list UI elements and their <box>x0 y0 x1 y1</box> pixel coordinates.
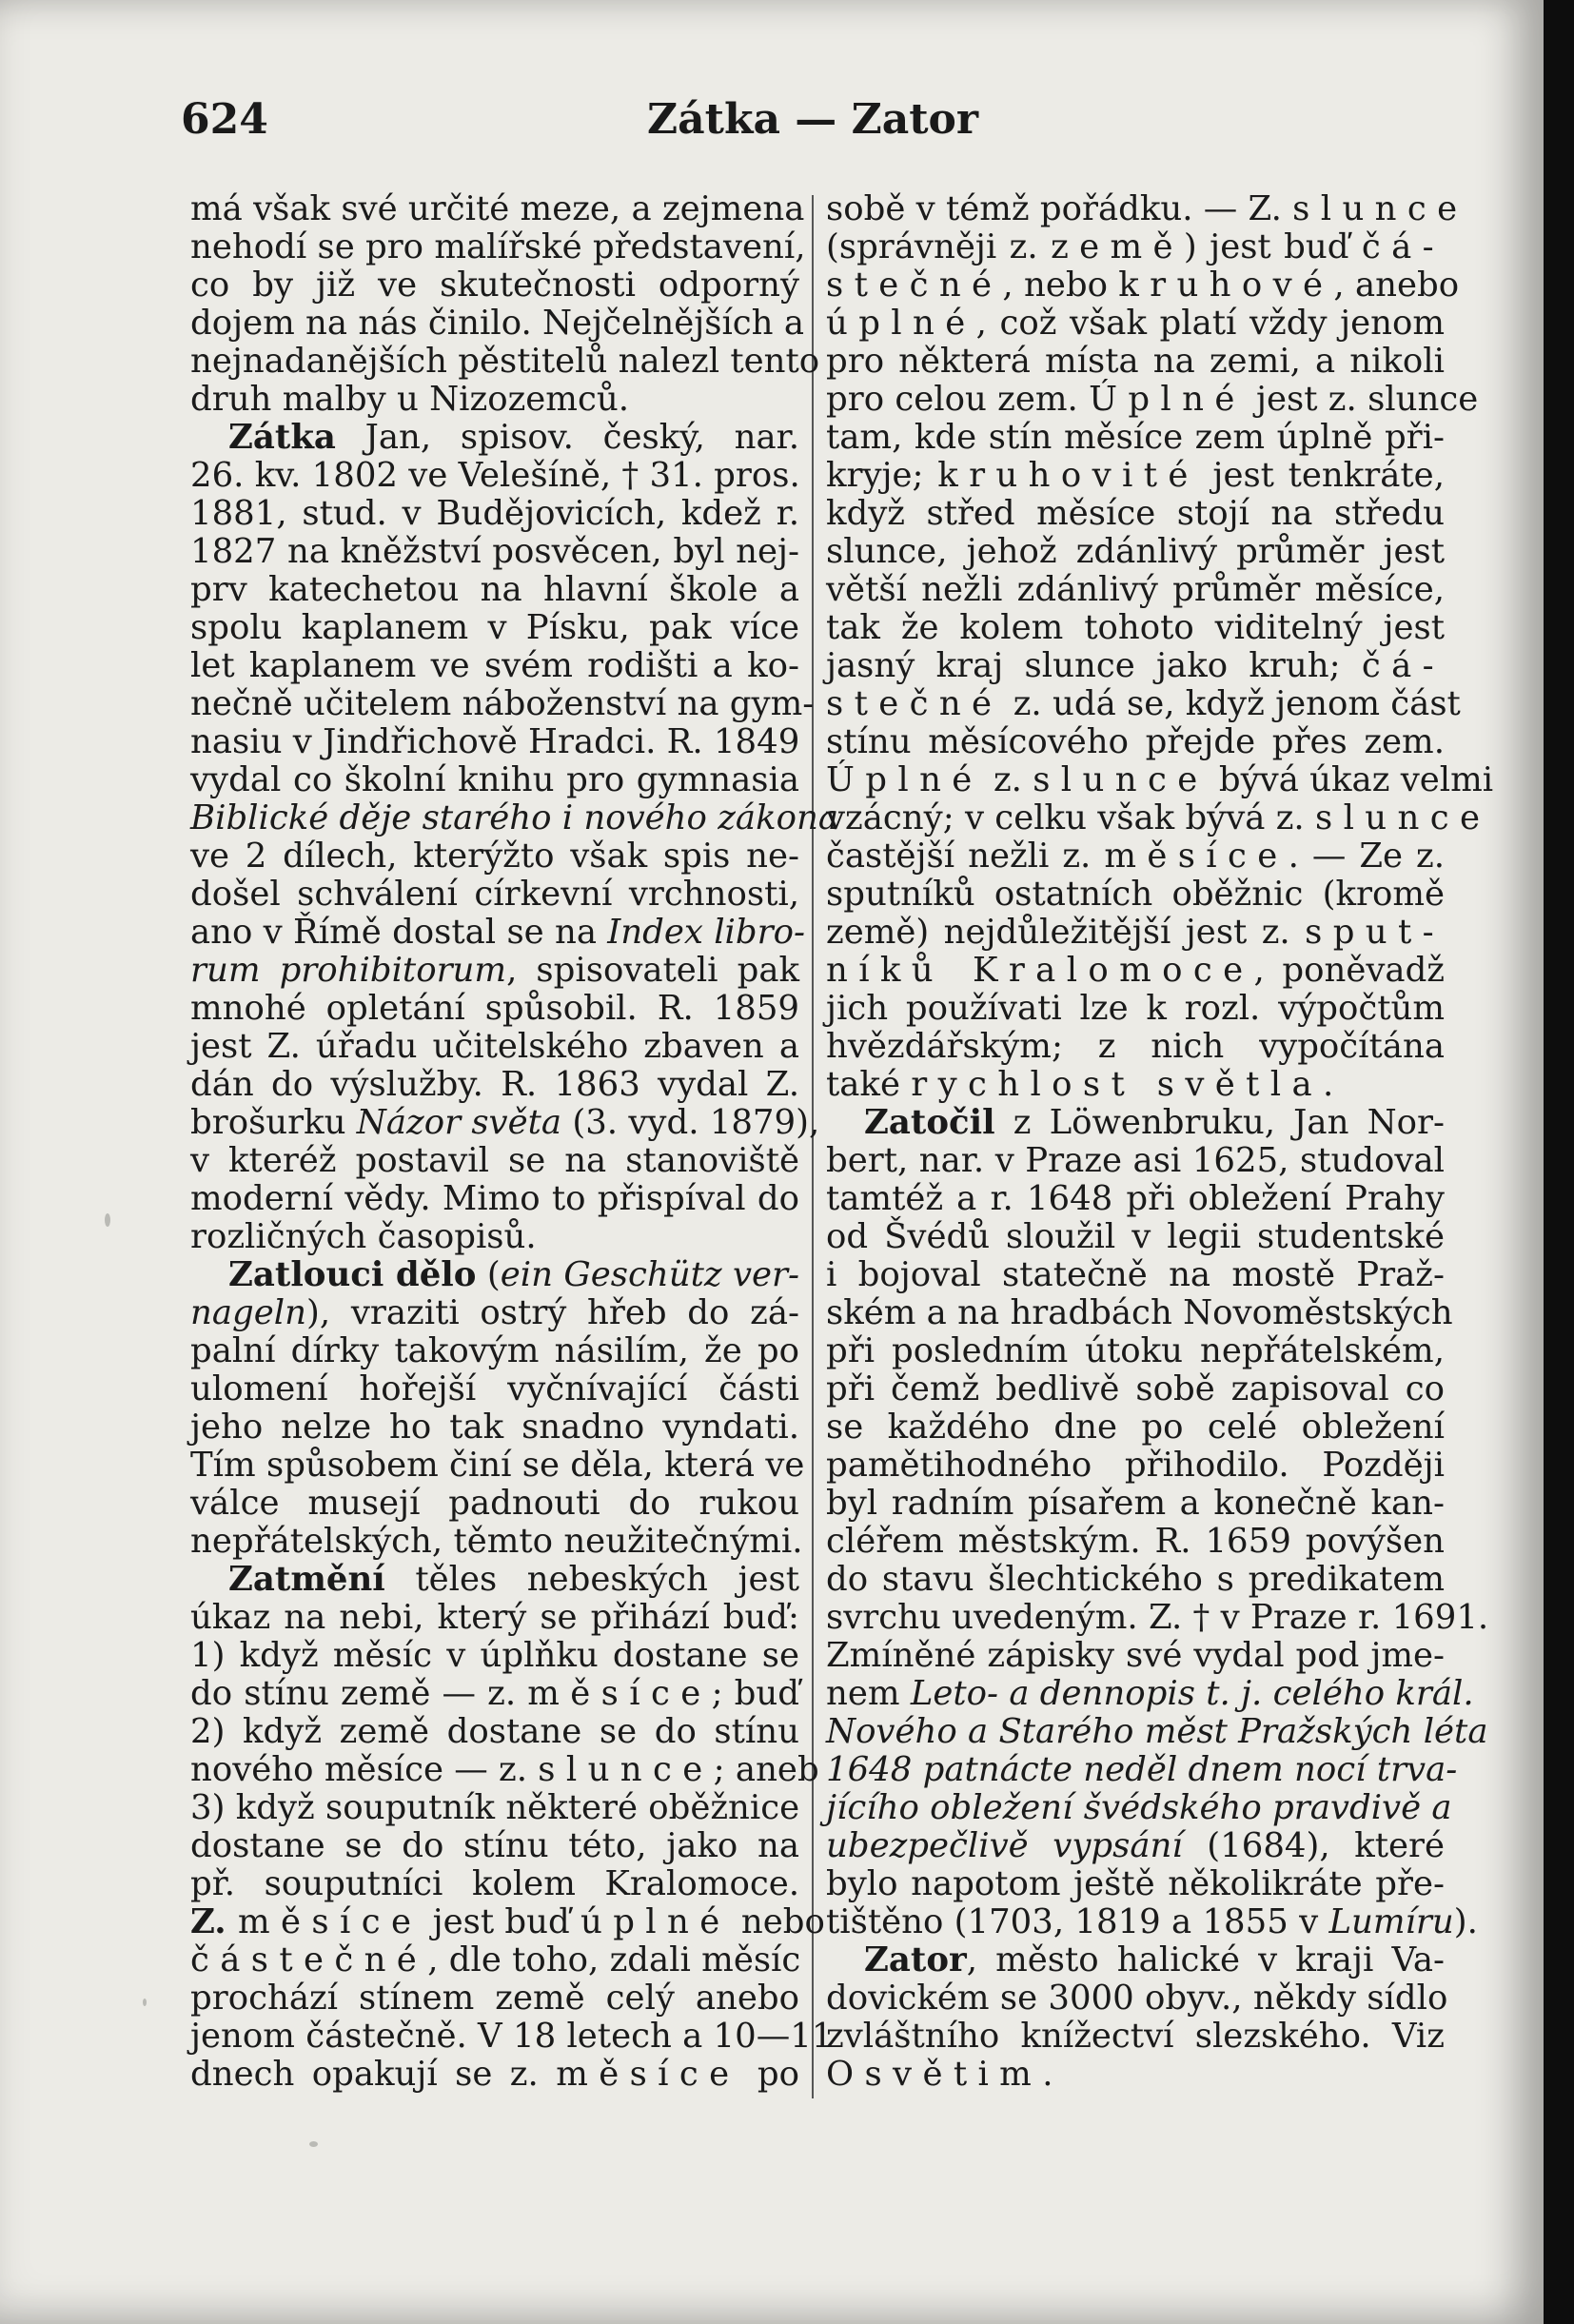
scan-speck <box>105 1213 110 1227</box>
text-line: úkaz na nebi, který se přihází buď: <box>190 1598 799 1637</box>
text-line: hvězdářským; z nich vypočítána <box>826 1027 1445 1066</box>
text-line: let kaplanem ve svém rodišti a ko- <box>190 646 799 685</box>
text-line: ano v Římě dostal se na Index libro- <box>190 913 805 952</box>
text-line: tak že kolem tohoto viditelný jest <box>826 608 1445 647</box>
text-line: jenom částečně. V 18 letech a 10—11 <box>190 2017 834 2056</box>
headword: Zatočil <box>864 1103 995 1142</box>
text-line: stečné z. udá se, když jenom část <box>826 684 1461 723</box>
headword: Zatmění <box>228 1560 385 1599</box>
running-head: Zátka — Zator <box>647 95 979 144</box>
text-line: prv katechetou na hlavní škole a <box>190 570 799 609</box>
text-line: při čemž bedlivě sobě zapisoval co <box>826 1369 1445 1408</box>
entry-zatka: Zátka Jan, spisov. český, nar. <box>228 418 799 457</box>
text-line: když střed měsíce stojí na středu <box>826 494 1445 533</box>
text-line: nasiu v Jindřichově Hradci. R. 1849 <box>190 722 800 761</box>
text-line: došel schválení církevní vrchnosti, <box>190 875 799 914</box>
text-line: nejnadanějších pěstitelů nalezl tento <box>190 342 820 381</box>
text-line: zvláštního knížectví slezského. Viz <box>826 2017 1445 2056</box>
text-line: Zmíněné zápisky své vydal pod jme- <box>826 1636 1445 1675</box>
text-line: pamětihodného přihodilo. Později <box>826 1446 1445 1485</box>
text-line: př. souputníci kolem Kralomoce. <box>190 1864 799 1903</box>
text-line: svrchu uvedeným. Z. † v Praze r. 1691. <box>826 1598 1489 1637</box>
text-line <box>190 798 838 837</box>
text-line: druh malby u Nizozemců. <box>190 380 629 419</box>
text-line: 1648 patnácte neděl dnem nocí trva- <box>826 1750 1458 1789</box>
text-line: brošurku Názor světa (3. vyd. 1879), <box>190 1103 820 1142</box>
text-line: prochází stínem země celý anebo <box>190 1979 799 2018</box>
text-line: bylo napotom ještě několikráte pře- <box>826 1864 1445 1903</box>
text-line: byl radním písařem a konečně kan- <box>826 1484 1445 1523</box>
text-line: mnohé opletání spůsobil. R. 1859 <box>190 989 799 1028</box>
text-line: pro celou zem. Úplné jest z. slunce <box>826 380 1479 419</box>
text-line: jeho nelze ho tak snadno vyndati. <box>190 1408 799 1447</box>
text-line: kryje; kruhovité jest tenkráte, <box>826 456 1445 495</box>
text-line: jasný kraj slunce jako kruh; čá- <box>826 646 1445 685</box>
text-line: jich používati lze k rozl. výpočtům <box>826 989 1445 1028</box>
right-column <box>826 189 1494 2094</box>
text-line: nepřátelských, těmto neužitečnými. <box>190 1522 803 1561</box>
text-line: slunce, jehož zdánlivý průměr jest <box>826 532 1445 571</box>
text-line: válce musejí padnouti do rukou <box>190 1484 799 1523</box>
text-line: do stínu země — z. měsíce; buď <box>190 1674 799 1713</box>
text-line: jícího obležení švédského pravdivě a <box>826 1788 1452 1827</box>
text-line: 1827 na kněžství posvěcen, byl nej- <box>190 532 799 571</box>
text-line: tam, kde stín měsíce zem úplně při- <box>826 418 1445 457</box>
text-line: častější nežli z. měsíce. — Ze z. <box>826 837 1445 876</box>
text-line: má však své určité meze, a zejmena <box>190 189 805 228</box>
text-line: nageln), vraziti ostrý hřeb do zá- <box>190 1293 799 1332</box>
text-line: dovickém se 3000 obyv., někdy sídlo <box>826 1979 1448 2018</box>
text-line: stečné, nebo kruhové, anebo <box>826 266 1460 305</box>
text-line: 3) když souputník některé oběžnice <box>190 1788 800 1827</box>
text-line: tištěno (1703, 1819 a 1855 v Lumíru). <box>826 1902 1478 1941</box>
text-line: nečně učitelem náboženství na gym- <box>190 684 815 723</box>
text-line: Tím spůsobem činí se děla, která ve <box>190 1446 805 1485</box>
left-column <box>190 189 838 2094</box>
page-header <box>0 95 1544 162</box>
text-line: 2) když země dostane se do stínu <box>190 1712 799 1751</box>
text-line: také rychlost světla. <box>826 1065 1334 1104</box>
text-line: spolu kaplanem v Písku, pak více <box>190 608 799 647</box>
text-line: 1881, stud. v Budějovicích, kdež r. <box>190 494 799 533</box>
text-line: sobě v témž pořádku. — Z. slunce <box>826 189 1468 228</box>
text-line: do stavu šlechtického s predikatem <box>826 1560 1445 1599</box>
text-line: rozličných časopisů. <box>190 1217 537 1256</box>
text-line: Úplné z. slunce bývá úkaz velmi <box>826 760 1494 799</box>
text-line: ulomení hořejší vyčnívající části <box>190 1369 799 1408</box>
text-line: ve 2 dílech, kterýžto však spis ne- <box>190 837 799 876</box>
text-line: ském a na hradbách Novoměstských <box>826 1293 1453 1332</box>
text-line: palní dírky takovým násilím, že po <box>190 1331 799 1370</box>
text-line: částečné, dle toho, zdali měsíc <box>190 1940 801 1979</box>
text-line: stínu měsícového přejde přes zem. <box>826 722 1445 761</box>
book-title: Biblické děje starého i nového zákona <box>190 798 838 837</box>
text-line: se každého dne po celé obležení <box>826 1408 1445 1447</box>
text-line: moderní vědy. Mimo to přispíval do <box>190 1179 799 1218</box>
text-line: (správněji z. země) jest buď čá- <box>826 227 1445 266</box>
text-line: dán do výslužby. R. 1863 vydal Z. <box>190 1065 799 1104</box>
text-line: bert, nar. v Praze asi 1625, studoval <box>826 1141 1445 1180</box>
entry-zatocil: Zatočil z Löwenbruku, Jan Nor- <box>864 1103 1445 1142</box>
text-line: země) nejdůležitější jest z. sput- <box>826 913 1445 952</box>
text-line: i bojoval statečně na mostě Praž- <box>826 1255 1445 1294</box>
text-line: cléřem městským. R. 1659 povýšen <box>826 1522 1445 1561</box>
headword: Zator <box>864 1940 967 1979</box>
entry-zatmeni: Zatmění těles nebeských jest <box>228 1560 799 1599</box>
entry-zatlouci-delo: Zatlouci dělo (ein Geschütz ver- <box>228 1255 800 1294</box>
entry-zator: Zator, město halické v kraji Va- <box>864 1940 1445 1979</box>
page-number: 624 <box>181 95 268 144</box>
text-line: pro některá místa na zemi, a nikoli <box>826 342 1445 381</box>
text-line: vzácný; v celku však bývá z. slunce <box>826 798 1491 837</box>
headword: Zátka <box>228 418 336 457</box>
text-line: nového měsíce — z. slunce; aneb <box>190 1750 819 1789</box>
text-line: rum prohibitorum, spisovateli pak <box>190 951 799 990</box>
text-line: níků Kralomoce, poněvadž <box>826 951 1445 990</box>
text-line: nem Leto- a dennopis t. j. celého král. <box>826 1674 1474 1713</box>
text-line: od Švédů sloužil v legii studentské <box>826 1217 1445 1256</box>
text-line: jest Z. úřadu učitelského zbaven a <box>190 1027 799 1066</box>
text-line: 1) když měsíc v úplňku dostane se <box>190 1636 799 1675</box>
text-line: úplné, což však platí vždy jenom <box>826 304 1445 343</box>
text-line: nehodí se pro malířské představení, <box>190 227 806 266</box>
text-line: Z. měsíce jest buď úplné nebo <box>190 1902 825 1941</box>
text-line: Nového a Starého měst Pražských léta <box>826 1712 1488 1751</box>
text-line: dostane se do stínu této, jako na <box>190 1826 799 1865</box>
column-divider <box>812 195 814 2098</box>
headword: Zatlouci dělo <box>228 1255 477 1294</box>
text-line: co by již ve skutečnosti odporný <box>190 266 799 305</box>
text-line: sputníků ostatních oběžnic (kromě <box>826 875 1445 914</box>
scan-speck <box>143 1999 147 2006</box>
text-line: při posledním útoku nepřátelském, <box>826 1331 1445 1370</box>
text-line: Osvětim. <box>826 2055 1053 2094</box>
text-line: ubezpečlivě vypsání (1684), které <box>826 1826 1445 1865</box>
text-line: dojem na nás činilo. Nejčelnějších a <box>190 304 804 343</box>
text-line: tamtéž a r. 1648 při obležení Prahy <box>826 1179 1445 1218</box>
text-line: 26. kv. 1802 ve Velešíně, † 31. pros. <box>190 456 800 495</box>
scan-speck <box>309 2141 318 2147</box>
text-line: dnech opakují se z. měsíce po <box>190 2055 799 2094</box>
text-line: v kteréž postavil se na stanoviště <box>190 1141 799 1180</box>
text-line: vydal co školní knihu pro gymnasia <box>190 760 799 799</box>
text-line: větší nežli zdánlivý průměr měsíce, <box>826 570 1445 609</box>
